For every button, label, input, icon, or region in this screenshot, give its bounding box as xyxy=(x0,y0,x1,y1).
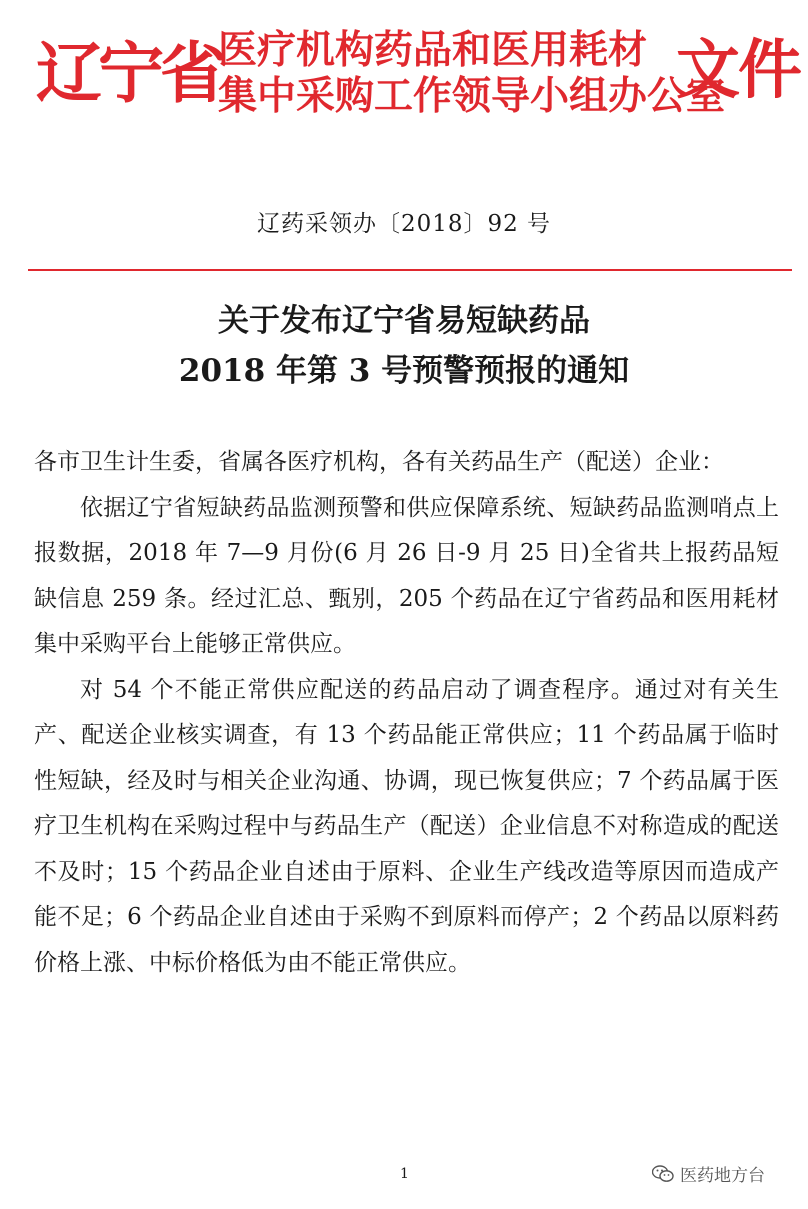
title-line2: 2018 年第 3 号预警预报的通知 xyxy=(178,353,630,389)
watermark xyxy=(652,1161,765,1186)
wechat-icon xyxy=(652,1165,674,1183)
title-line1: 关于发布辽宁省易短缺药品 xyxy=(218,303,590,339)
document-title xyxy=(0,296,808,396)
document-body xyxy=(34,440,779,986)
header-organization xyxy=(218,28,725,120)
page-number: 1 xyxy=(400,1166,409,1182)
header-doc-type: 文件 xyxy=(676,33,800,108)
header-province: 辽宁省 xyxy=(36,34,222,112)
addressee: 各市卫生计生委，省属各医疗机构，各有关药品生产（配送）企业： xyxy=(34,449,724,475)
paragraph-1: 依据辽宁省短缺药品监测预警和供应保障系统、短缺药品监测哨点上报数据，2018 年 7—9 月份(6 月 26 日-9 月 25 日)全省共上报药品短缺信息 259 条。经过汇总、甄别，205 个药品在辽宁省药品和医用耗材集中采购平台上能够正常供应。 xyxy=(34,494,779,657)
watermark-text: 医药地方台 xyxy=(680,1166,765,1186)
header-org-line2: 集中采购工作领导小组办公室 xyxy=(218,74,726,119)
document-header xyxy=(0,22,808,132)
header-org-line1: 医疗机构药品和医用耗材 xyxy=(218,28,648,73)
red-divider xyxy=(28,269,792,271)
document-number: 辽药采领办〔2018〕92 号 xyxy=(256,211,552,237)
paragraph-2: 对 54 个不能正常供应配送的药品启动了调查程序。通过对有关生产、配送企业核实调查，有 13 个药品能正常供应；11 个药品属于临时性短缺，经及时与相关企业沟通、协调，现已恢复供应；7 个药品属于医疗卫生机构在采购过程中与药品生产（配送）企业信息不对称造成的配送不及时；15 个药品企业自述由于原料、企业生产线改造等原因而造成产能不足；6 个药品企业自述由于采购不到原料而停产；2 个药品以原料药价格上涨、中标价格低为由不能正常供应。 xyxy=(34,676,779,976)
